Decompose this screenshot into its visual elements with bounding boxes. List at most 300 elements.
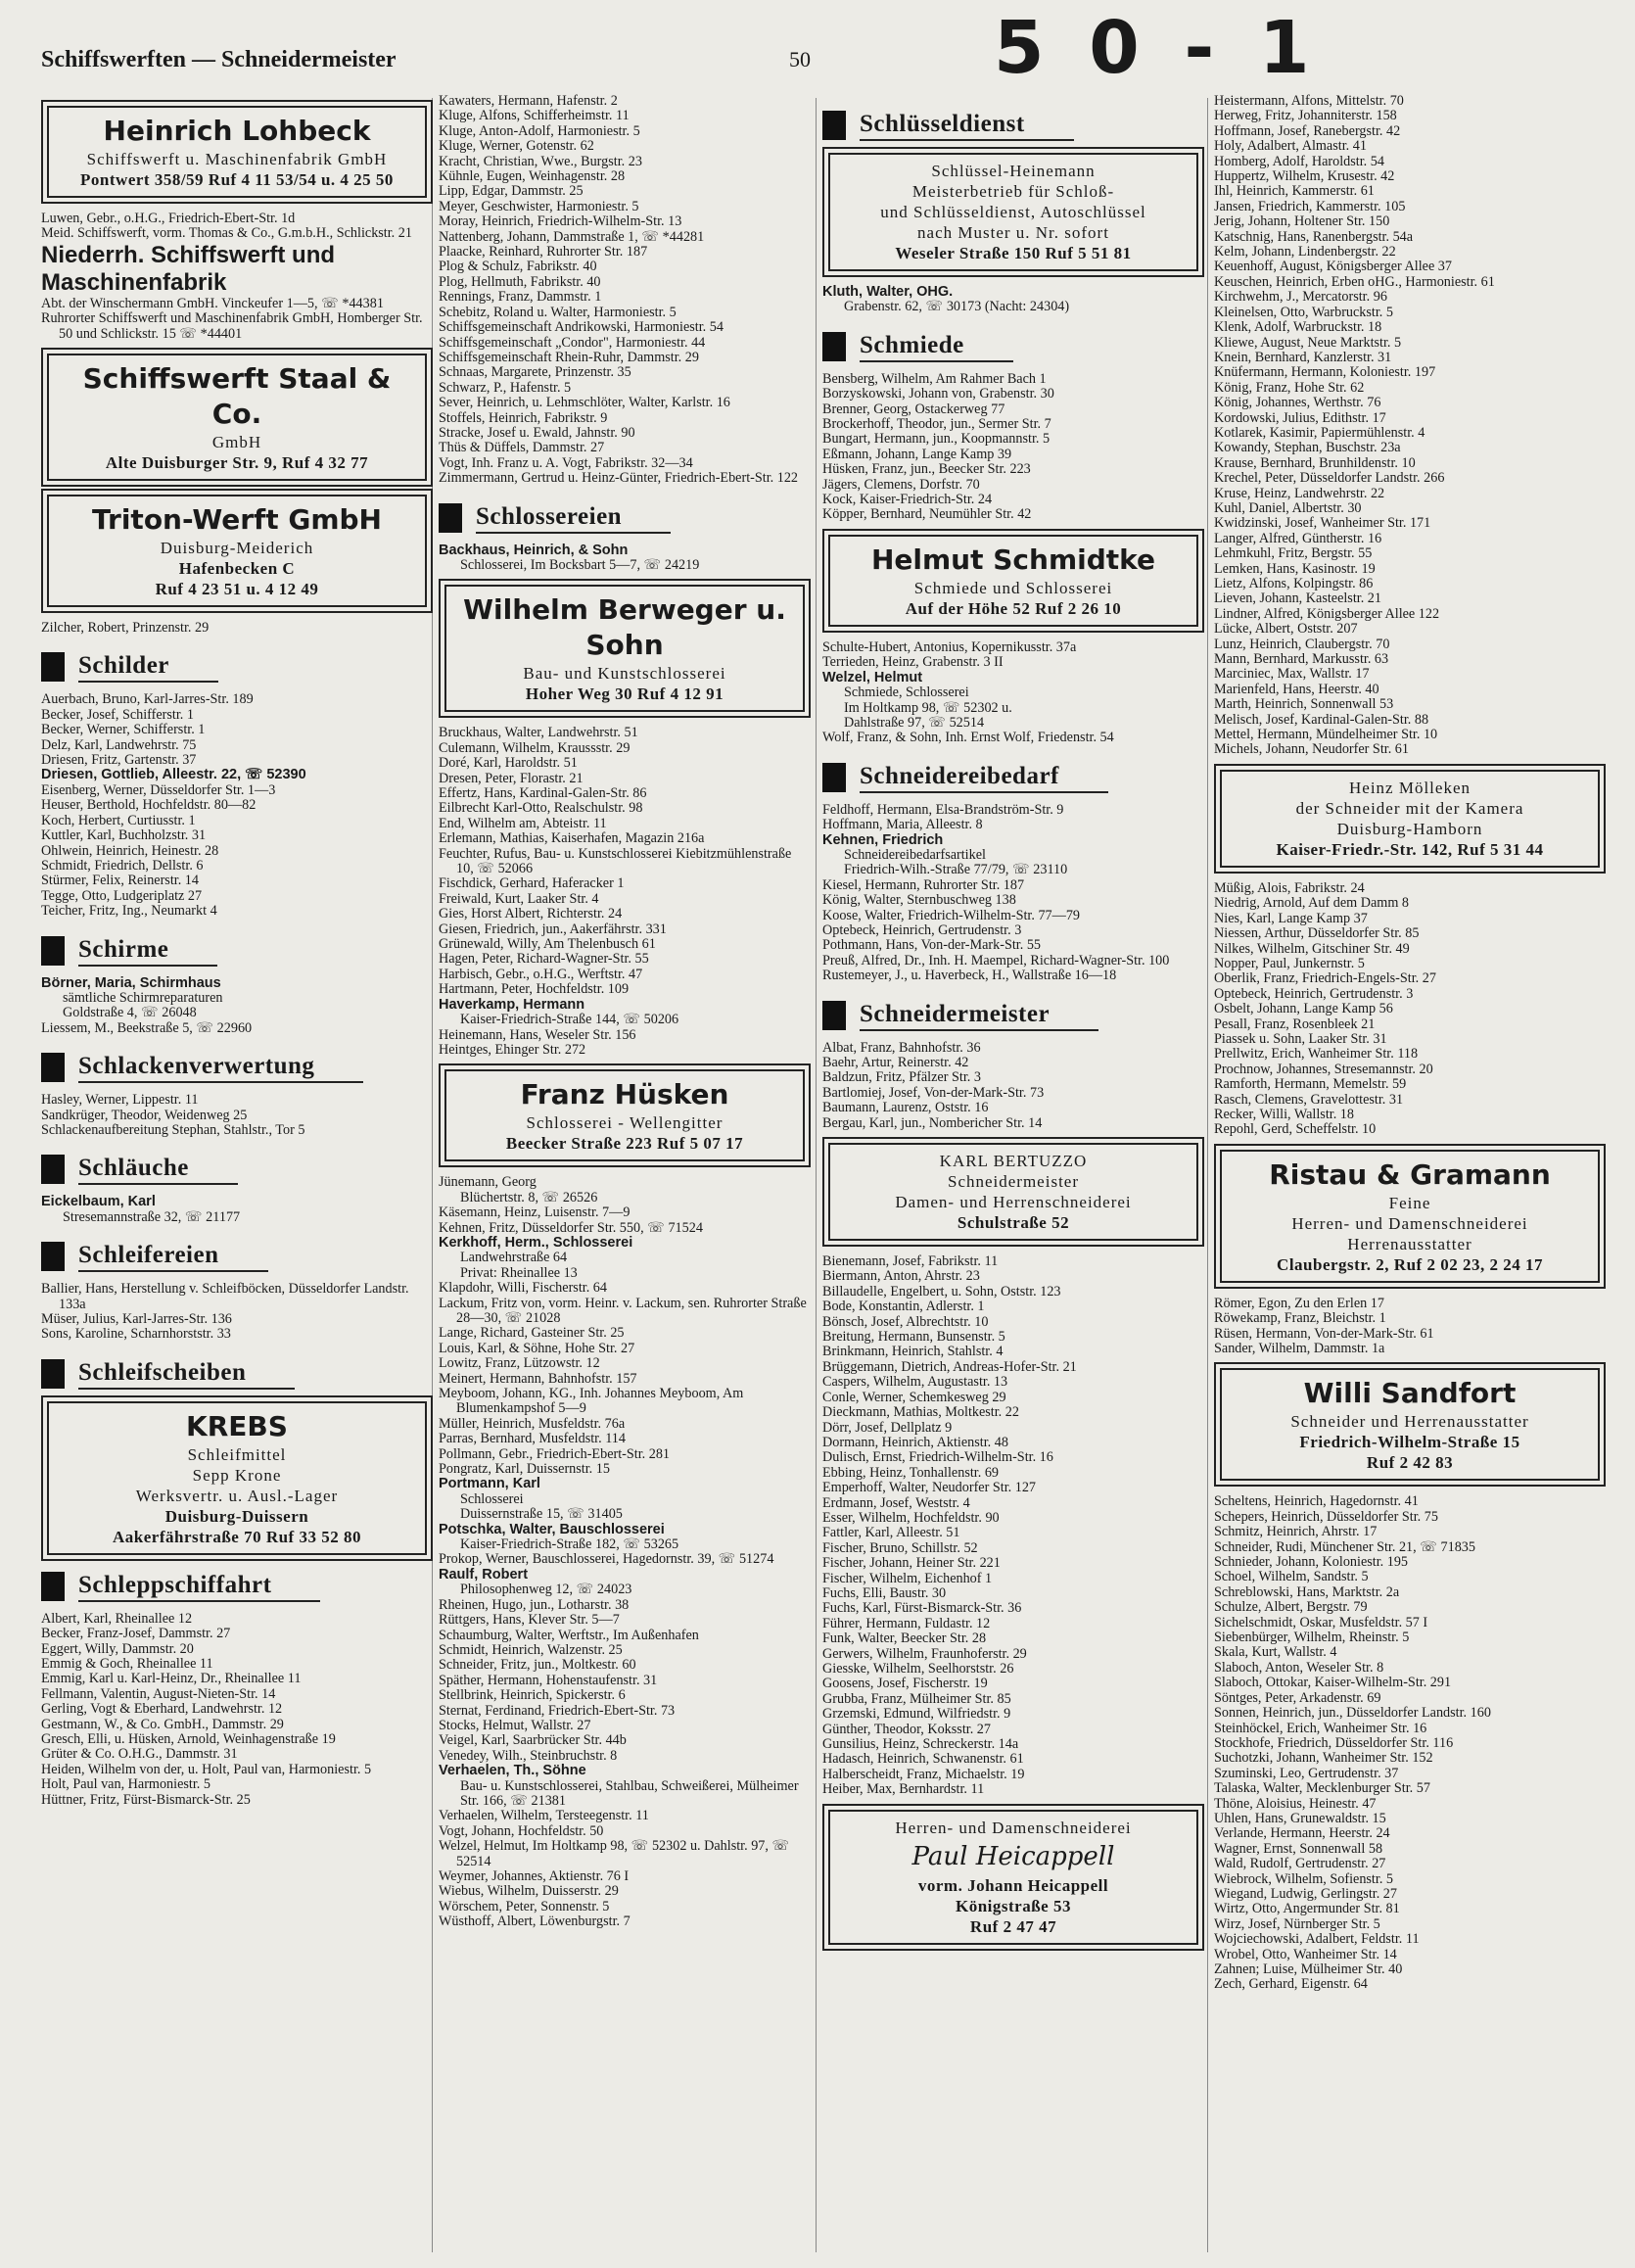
directory-entry: Rüttgers, Hans, Klever Str. 5—7 bbox=[439, 1612, 620, 1629]
directory-entry: Repohl, Gerd, Scheffelstr. 10 bbox=[1214, 1121, 1377, 1138]
directory-entry: Röwekamp, Franz, Bleichstr. 1 bbox=[1214, 1310, 1386, 1327]
directory-entry: Moray, Heinrich, Friedrich-Wilhelm-Str. 13 bbox=[439, 213, 682, 230]
directory-entry: Schiffsgemeinschaft Andrikowski, Harmoniestr. 54 bbox=[439, 319, 724, 336]
directory-entry: Brinkmann, Heinrich, Stahlstr. 4 bbox=[822, 1344, 1004, 1360]
entry-detail: sämtliche Schirmreparaturen bbox=[63, 989, 223, 1006]
directory-entry: Mettel, Hermann, Mündelheimer Str. 10 bbox=[1214, 727, 1438, 743]
ad-text-line: Herren- und Damenschneiderei bbox=[895, 1818, 1132, 1837]
directory-entry: Brockerhoff, Theodor, jun., Sermer Str. 7 bbox=[822, 416, 1051, 433]
directory-entry: Gerwers, Wilhelm, Fraunhoferstr. 29 bbox=[822, 1645, 1027, 1662]
entry-detail: Landwehrstraße 64 bbox=[460, 1250, 568, 1266]
directory-entry: Baumann, Laurenz, Oststr. 16 bbox=[822, 1100, 989, 1116]
directory-entry: Krause, Bernhard, Brunhildenstr. 10 bbox=[1214, 454, 1416, 471]
directory-entry: Emperhoff, Walter, Neudorfer Str. 127 bbox=[822, 1480, 1037, 1496]
directory-entry-bold: Kehnen, Friedrich bbox=[822, 831, 944, 848]
directory-entry: Hasley, Werner, Lippestr. 11 bbox=[41, 1092, 199, 1109]
directory-entry: Sons, Karoline, Scharnhorststr. 33 bbox=[41, 1326, 231, 1343]
section-marker bbox=[439, 503, 462, 533]
directory-entry: Schreblowski, Hans, Marktstr. 2a bbox=[1214, 1583, 1400, 1600]
directory-entry: Lindner, Alfred, Königsberger Allee 122 bbox=[1214, 605, 1440, 622]
column-divider bbox=[1207, 98, 1208, 2252]
directory-entry: Rheinen, Hugo, jun., Lotharstr. 38 bbox=[439, 1596, 630, 1613]
directory-entry: Slaboch, Anton, Weseler Str. 8 bbox=[1214, 1659, 1384, 1676]
directory-entry: Hüttner, Fritz, Fürst-Bismarck-Str. 25 bbox=[41, 1791, 251, 1808]
section-marker bbox=[41, 652, 65, 682]
directory-entry: Mann, Bernhard, Markusstr. 63 bbox=[1214, 651, 1389, 668]
directory-entry: Nilkes, Wilhelm, Gitschiner Str. 49 bbox=[1214, 940, 1410, 957]
ad-text-line: Meisterbetrieb für Schloß- bbox=[911, 182, 1115, 201]
entry-detail: Schlosserei, Im Bocksbart 5—7, ☏ 24219 bbox=[460, 556, 700, 573]
directory-entry: Uhlen, Hans, Grunewaldstr. 15 bbox=[1214, 1810, 1386, 1826]
directory-entry: Stellbrink, Heinrich, Spickerstr. 6 bbox=[439, 1687, 626, 1704]
ad-contact-line: Beecker Straße 223 Ruf 5 07 17 bbox=[505, 1134, 744, 1154]
directory-entry-bold: Börner, Maria, Schirmhaus bbox=[41, 974, 221, 991]
directory-entry: Rüsen, Hermann, Von-der-Mark-Str. 61 bbox=[1214, 1325, 1434, 1342]
directory-entry: Schiffsgemeinschaft „Condor", Harmoniestr. 44 bbox=[439, 334, 706, 351]
directory-column-3 bbox=[822, 94, 1204, 2258]
directory-entry: Plog & Schulz, Fabrikstr. 40 bbox=[439, 259, 597, 275]
directory-entry: Lowitz, Franz, Lützowstr. 12 bbox=[439, 1355, 600, 1372]
directory-entry: Fischer, Wilhelm, Eichenhof 1 bbox=[822, 1570, 993, 1586]
ad-contact-line: Weseler Straße 150 Ruf 5 51 81 bbox=[895, 244, 1132, 262]
directory-entry-bold: Portmann, Karl bbox=[439, 1476, 540, 1492]
entry-detail: Goldstraße 4, ☏ 26048 bbox=[63, 1005, 197, 1021]
section-marker bbox=[822, 332, 846, 361]
directory-entry: Schnieder, Johann, Koloniestr. 195 bbox=[1214, 1554, 1409, 1571]
directory-entry: Feuchter, Rufus, Bau- u. Kunstschlosserei Kiebitzmühlenstraße 10, ☏ 52066 bbox=[439, 845, 792, 877]
section-heading bbox=[822, 331, 1204, 362]
section-title: Schläuche bbox=[78, 1154, 238, 1185]
directory-entry: Billaudelle, Engelbert, u. Sohn, Oststr. 123 bbox=[822, 1283, 1061, 1299]
directory-entry: Hagen, Peter, Richard-Wagner-Str. 55 bbox=[439, 951, 649, 968]
section-heading bbox=[41, 1154, 433, 1185]
directory-entry: Sichelschmidt, Oskar, Musfeldstr. 57 I bbox=[1214, 1614, 1428, 1630]
ad-text-line: Schmiede und Schlosserei bbox=[913, 578, 1113, 597]
directory-entry: Zimmermann, Gertrud u. Heinz-Günter, Friedrich-Ebert-Str. 122 bbox=[439, 470, 799, 487]
directory-entry: Eggert, Willy, Dammstr. 20 bbox=[41, 1640, 194, 1657]
directory-entry: Dieckmann, Mathias, Moltkestr. 22 bbox=[822, 1404, 1019, 1421]
directory-entry: Giesske, Wilhelm, Seelhorststr. 26 bbox=[822, 1661, 1014, 1677]
directory-entry: Pesall, Franz, Rosenbleek 21 bbox=[1214, 1016, 1376, 1032]
directory-entry: Kleinelsen, Otto, Warbruckstr. 5 bbox=[1214, 304, 1393, 320]
advertisement-box bbox=[444, 1069, 805, 1161]
directory-entry-bold: Kerkhoff, Herm., Schlosserei bbox=[439, 1234, 633, 1251]
advertisement-box bbox=[828, 535, 1198, 627]
ad-contact-line: Ruf 2 42 83 bbox=[1366, 1453, 1454, 1473]
directory-entry: Luwen, Gebr., o.H.G., Friedrich-Ebert-Str. 1d bbox=[41, 211, 296, 226]
advertiser-name: Triton-Werft GmbH bbox=[92, 503, 382, 537]
entry-detail: Schneidereibedarfsartikel bbox=[844, 846, 986, 863]
advertisement-box bbox=[47, 495, 427, 607]
directory-entry: Römer, Egon, Zu den Erlen 17 bbox=[1214, 1295, 1384, 1311]
directory-entry: Jansen, Friedrich, Kammerstr. 105 bbox=[1214, 198, 1406, 214]
directory-entry: Stocks, Helmut, Wallstr. 27 bbox=[439, 1717, 591, 1733]
entry-detail: Kaiser-Friedrich-Straße 182, ☏ 53265 bbox=[460, 1536, 679, 1553]
directory-entry: Fellmann, Valentin, August-Nieten-Str. 14 bbox=[41, 1685, 276, 1702]
directory-entry: Zahnen; Luise, Mülheimer Str. 40 bbox=[1214, 1961, 1403, 1977]
directory-entry: Söntges, Peter, Arkadenstr. 69 bbox=[1214, 1689, 1381, 1706]
directory-entry-bold: Backhaus, Heinrich, & Sohn bbox=[439, 542, 629, 558]
directory-entry: Lange, Richard, Gasteiner Str. 25 bbox=[439, 1325, 625, 1342]
directory-entry: Hüsken, Franz, jun., Beecker Str. 223 bbox=[822, 461, 1031, 478]
directory-entry: Zilcher, Robert, Prinzenstr. 29 bbox=[41, 620, 210, 637]
directory-entry: Rennings, Franz, Dammstr. 1 bbox=[439, 289, 602, 306]
ad-text-line: Heinz Mölleken bbox=[1349, 778, 1471, 797]
directory-column-4 bbox=[1214, 94, 1606, 2258]
directory-entry: Niessen, Arthur, Düsseldorfer Str. 85 bbox=[1214, 925, 1420, 942]
directory-entry: Breitung, Hermann, Bunsenstr. 5 bbox=[822, 1329, 1005, 1346]
directory-entry: Hadasch, Heinrich, Schwanenstr. 61 bbox=[822, 1751, 1024, 1768]
directory-entry: Grubba, Franz, Mülheimer Str. 85 bbox=[822, 1690, 1011, 1707]
ad-signature: Paul Heicappell bbox=[911, 1841, 1115, 1871]
directory-entry: Prochnow, Johannes, Stresemannstr. 20 bbox=[1214, 1061, 1433, 1077]
ad-text-line: Schneidermeister bbox=[947, 1172, 1079, 1192]
directory-entry: Emmig & Goch, Rheinallee 11 bbox=[41, 1656, 213, 1673]
directory-entry: Sonnen, Heinrich, jun., Düsseldorfer Landstr. 160 bbox=[1214, 1705, 1491, 1722]
directory-entry: Schnaas, Margarete, Prinzenstr. 35 bbox=[439, 364, 631, 381]
directory-entry-bold: Driesen, Gottlieb, Alleestr. 22, ☏ 52390 bbox=[41, 767, 306, 783]
ad-contact-line: Kaiser-Friedr.-Str. 142, Ruf 5 31 44 bbox=[1276, 839, 1544, 859]
page-number: 50 bbox=[789, 47, 811, 71]
section-marker bbox=[41, 1242, 65, 1271]
directory-entry: Koch, Herbert, Curtiusstr. 1 bbox=[41, 812, 196, 828]
directory-entry: Grünewald, Willy, Am Thelenbusch 61 bbox=[439, 936, 656, 953]
directory-entry: Vogt, Inh. Franz u. A. Vogt, Fabrikstr. 32—34 bbox=[439, 454, 693, 471]
directory-entry: Bienemann, Josef, Fabrikstr. 11 bbox=[822, 1253, 999, 1270]
directory-entry: Erdmann, Josef, Weststr. 4 bbox=[822, 1494, 970, 1511]
directory-entry: Fischer, Johann, Heiner Str. 221 bbox=[822, 1555, 1001, 1572]
directory-entry: Dormann, Heinrich, Aktienstr. 48 bbox=[822, 1434, 1008, 1450]
section-title: Schilder bbox=[78, 651, 218, 683]
ad-text-line: der Schneider mit der Kamera bbox=[1295, 798, 1524, 818]
directory-entry: Verhaelen, Wilhelm, Tersteegenstr. 11 bbox=[439, 1808, 649, 1824]
directory-entry: Heiber, Max, Bernhardstr. 11 bbox=[822, 1781, 985, 1798]
ad-text-line: Schiffswerft u. Maschinenfabrik GmbH bbox=[86, 150, 388, 168]
directory-entry: Kluge, Alfons, Schifferheimstr. 11 bbox=[439, 108, 630, 124]
section-marker bbox=[41, 1155, 65, 1184]
directory-entry: Jünemann, Georg bbox=[439, 1174, 537, 1191]
directory-entry: Käsemann, Heinz, Luisenstr. 7—9 bbox=[439, 1205, 631, 1221]
directory-entry: Liessem, M., Beekstraße 5, ☏ 22960 bbox=[41, 1019, 253, 1036]
directory-entry: Holt, Paul van, Harmoniestr. 5 bbox=[41, 1776, 210, 1793]
section-heading bbox=[41, 1241, 433, 1272]
directory-entry: Albert, Karl, Rheinallee 12 bbox=[41, 1610, 193, 1627]
ad-contact-line: Schulstraße 52 bbox=[957, 1213, 1070, 1233]
directory-entry: Halberscheidt, Franz, Michaelstr. 19 bbox=[822, 1766, 1025, 1782]
directory-entry: Späther, Hermann, Hohenstaufenstr. 31 bbox=[439, 1672, 658, 1688]
directory-entry: Welzel, Helmut, Im Holtkamp 98, ☏ 52302 u. Dahlstr. 97, ☏ 52514 bbox=[439, 1838, 790, 1869]
directory-entry: Doré, Karl, Haroldstr. 51 bbox=[439, 755, 578, 772]
directory-entry: Sander, Wilhelm, Dammstr. 1a bbox=[1214, 1341, 1385, 1356]
ad-text-line: KARL BERTUZZO bbox=[939, 1152, 1088, 1171]
directory-entry: Kuhl, Daniel, Albertstr. 30 bbox=[1214, 499, 1362, 516]
phone-district-number: 5 0 - 1 bbox=[994, 6, 1320, 90]
directory-entry: Bartlomiej, Josef, Von-der-Mark-Str. 73 bbox=[822, 1084, 1045, 1101]
directory-entry: Katschnig, Hans, Ranenbergstr. 54a bbox=[1214, 228, 1414, 245]
directory-entry: Schneider, Rudi, Münchener Str. 21, ☏ 71835 bbox=[1214, 1538, 1475, 1555]
directory-entry: Kluge, Werner, Gotenstr. 62 bbox=[439, 138, 594, 155]
directory-entry-bold: Verhaelen, Th., Söhne bbox=[439, 1763, 586, 1779]
directory-entry: Emmig, Karl u. Karl-Heinz, Dr., Rheinallee 11 bbox=[41, 1671, 302, 1687]
directory-entry: Thöne, Aloisius, Heinestr. 47 bbox=[1214, 1795, 1377, 1812]
directory-entry: Optebeck, Heinrich, Gertrudenstr. 3 bbox=[822, 921, 1022, 938]
advertisement-box bbox=[47, 106, 427, 198]
directory-entry: Kracht, Christian, Wwe., Burgstr. 23 bbox=[439, 153, 642, 169]
directory-entry: Szuminski, Leo, Gertrudenstr. 37 bbox=[1214, 1765, 1399, 1781]
directory-entry-bold: Potschka, Walter, Bauschlosserei bbox=[439, 1521, 665, 1537]
directory-entry: Lackum, Fritz von, vorm. Heinr. v. Lackum, sen. Ruhrorter Straße 28—30, ☏ 21028 bbox=[439, 1295, 807, 1326]
directory-entry: Harbisch, Gebr., o.H.G., Werftstr. 47 bbox=[439, 966, 643, 982]
ad-text-line: Feine bbox=[1388, 1193, 1431, 1212]
advertisement-box bbox=[1220, 770, 1600, 868]
directory-entry: Louis, Karl, & Söhne, Hohe Str. 27 bbox=[439, 1340, 635, 1356]
entry-detail: Bau- u. Kunstschlosserei, Stahlbau, Schweißerei, Mülheimer Str. 166, ☏ 21381 bbox=[460, 1777, 799, 1809]
directory-entry: Schebitz, Roland u. Walter, Harmoniestr. 5 bbox=[439, 304, 677, 320]
directory-entry: Günther, Theodor, Koksstr. 27 bbox=[822, 1721, 991, 1737]
directory-entry: Nattenberg, Johann, Dammstraße 1, ☏ *44281 bbox=[439, 228, 705, 245]
section-marker bbox=[822, 763, 846, 792]
directory-entry: Effertz, Hans, Kardinal-Galen-Str. 86 bbox=[439, 785, 647, 801]
directory-entry-bold: Welzel, Helmut bbox=[822, 669, 923, 685]
directory-entry: Müßig, Alois, Fabrikstr. 24 bbox=[1214, 879, 1365, 896]
ad-text-line: Herrenausstatter bbox=[1347, 1234, 1472, 1253]
directory-entry: Ebbing, Heinz, Tonhallenstr. 69 bbox=[822, 1464, 1000, 1481]
directory-entry: Lunz, Heinrich, Claubergstr. 70 bbox=[1214, 636, 1390, 652]
directory-entry: Wirtz, Otto, Angermunder Str. 81 bbox=[1214, 1901, 1400, 1917]
section-heading bbox=[822, 1000, 1204, 1031]
directory-entry: Bensberg, Wilhelm, Am Rahmer Bach 1 bbox=[822, 370, 1047, 387]
directory-entry: Meyer, Geschwister, Harmoniestr. 5 bbox=[439, 198, 639, 214]
directory-entry: Grüter & Co. O.H.G., Dammstr. 31 bbox=[41, 1746, 238, 1763]
ad-text-line: Schleifmittel bbox=[187, 1444, 287, 1464]
directory-entry: Funk, Walter, Beecker Str. 28 bbox=[822, 1630, 987, 1647]
entry-detail: Privat: Rheinallee 13 bbox=[460, 1264, 578, 1281]
directory-entry: Scheltens, Heinrich, Hagedornstr. 41 bbox=[1214, 1493, 1419, 1510]
directory-entry: Stoffels, Heinrich, Fabrikstr. 9 bbox=[439, 409, 608, 426]
ad-contact-line: Hafenbecken C bbox=[178, 559, 296, 579]
directory-entry: Fischdick, Gerhard, Haferacker 1 bbox=[439, 875, 625, 892]
directory-entry: Dresen, Peter, Florastr. 21 bbox=[439, 770, 584, 786]
directory-entry: Heintges, Ehinger Str. 272 bbox=[439, 1041, 586, 1058]
directory-entry: Schaumburg, Walter, Werftstr., Im Außenhafen bbox=[439, 1627, 699, 1643]
directory-entry: Knein, Bernhard, Kanzlerstr. 31 bbox=[1214, 349, 1392, 365]
directory-entry: Lemken, Hans, Kasinostr. 19 bbox=[1214, 560, 1376, 577]
directory-entry: Müller, Heinrich, Musfeldstr. 76a bbox=[439, 1415, 626, 1432]
directory-entry: Ruhrorter Schiffswerft und Maschinenfabrik GmbH, Homberger Str. 50 und Schlickstr. 15 ☏ *44401 bbox=[41, 310, 423, 342]
entry-detail: Dahlstraße 97, ☏ 52514 bbox=[844, 714, 985, 731]
ad-text-line: Schneider und Herrenausstatter bbox=[1290, 1412, 1529, 1432]
directory-entry-bold: Kluth, Walter, OHG. bbox=[822, 284, 954, 300]
directory-entry: Tegge, Otto, Ludgeriplatz 27 bbox=[41, 887, 203, 904]
directory-entry: Fuchs, Karl, Fürst-Bismarck-Str. 36 bbox=[822, 1600, 1022, 1617]
directory-entry: Giesen, Friedrich, jun., Aakerfährstr. 331 bbox=[439, 921, 667, 937]
directory-entry: Jerig, Johann, Holtener Str. 150 bbox=[1214, 213, 1390, 230]
directory-entry: Plaacke, Reinhard, Ruhrorter Str. 187 bbox=[439, 244, 648, 260]
directory-entry: Rustemeyer, J., u. Haverbeck, H., Wallstraße 16—18 bbox=[822, 968, 1117, 984]
advertisement-box bbox=[47, 354, 427, 481]
directory-entry: Kluge, Anton-Adolf, Harmoniestr. 5 bbox=[439, 122, 640, 139]
directory-entry: Terrieden, Heinz, Grabenstr. 3 II bbox=[822, 654, 1004, 671]
directory-entry: Köpper, Bernhard, Neumühler Str. 42 bbox=[822, 506, 1032, 523]
directory-entry: Wrobel, Otto, Wanheimer Str. 14 bbox=[1214, 1946, 1397, 1962]
directory-entry: Stürmer, Felix, Reinerstr. 14 bbox=[41, 873, 199, 889]
directory-entry: Goosens, Josef, Fischerstr. 19 bbox=[822, 1676, 988, 1692]
directory-entry: Borzyskowski, Johann von, Grabenstr. 30 bbox=[822, 386, 1054, 402]
directory-entry: Teicher, Fritz, Ing., Neumarkt 4 bbox=[41, 903, 217, 920]
column-divider bbox=[816, 98, 817, 2252]
directory-entry: Koose, Walter, Friedrich-Wilhelm-Str. 77—79 bbox=[822, 907, 1081, 923]
ad-contact-line: Aakerfährstraße 70 Ruf 33 52 80 bbox=[113, 1527, 361, 1546]
entry-detail: Friedrich-Wilh.-Straße 77/79, ☏ 23110 bbox=[844, 862, 1068, 878]
ad-text-line: nach Muster u. Nr. sofort bbox=[917, 223, 1109, 242]
directory-entry: Recker, Willi, Wallstr. 18 bbox=[1214, 1106, 1354, 1122]
directory-entry: Thüs & Düffels, Dammstr. 27 bbox=[439, 440, 605, 456]
directory-entry: Ihl, Heinrich, Kammerstr. 61 bbox=[1214, 183, 1375, 200]
directory-entry: Kruse, Heinz, Landwehrstr. 22 bbox=[1214, 485, 1385, 501]
entry-detail: Blüchertstr. 8, ☏ 26526 bbox=[460, 1189, 598, 1205]
directory-entry-bold: Raulf, Robert bbox=[439, 1566, 529, 1583]
directory-entry: Klenk, Adolf, Warbruckstr. 18 bbox=[1214, 319, 1382, 336]
directory-entry: Lücke, Albert, Oststr. 207 bbox=[1214, 621, 1358, 638]
directory-entry: Kawaters, Hermann, Hafenstr. 2 bbox=[439, 94, 618, 109]
directory-entry: Meid. Schiffswerft, vorm. Thomas & Co., G.m.b.H., Schlickstr. 21 bbox=[41, 225, 412, 242]
directory-entry: Heistermann, Alfons, Mittelstr. 70 bbox=[1214, 94, 1404, 109]
ad-contact-line: Pontwert 358/59 Ruf 4 11 53/54 u. 4 25 50 bbox=[80, 170, 394, 189]
section-heading bbox=[41, 1052, 433, 1083]
directory-entry: König, Walter, Sternbuschweg 138 bbox=[822, 892, 1016, 909]
directory-entry: Ohlwein, Heinrich, Heinestr. 28 bbox=[41, 842, 219, 859]
directory-entry: Erlemann, Mathias, Kaiserhafen, Magazin 216a bbox=[439, 830, 705, 847]
ad-contact-line: Alte Duisburger Str. 9, Ruf 4 32 77 bbox=[105, 453, 369, 473]
directory-entry: Venedey, Wilh., Steinbruchstr. 8 bbox=[439, 1747, 618, 1764]
directory-entry: Keuenhoff, August, Königsberger Allee 37 bbox=[1214, 259, 1452, 275]
advertisement-box bbox=[828, 153, 1198, 271]
entry-detail: Im Holtkamp 98, ☏ 52302 u. bbox=[844, 699, 1012, 716]
directory-entry: Kehnen, Fritz, Düsseldorfer Str. 550, ☏ 71524 bbox=[439, 1219, 703, 1236]
directory-entry: Caspers, Wilhelm, Augustastr. 13 bbox=[822, 1374, 1008, 1391]
directory-entry: Baldzun, Fritz, Pfälzer Str. 3 bbox=[822, 1069, 981, 1086]
section-title: Schlossereien bbox=[476, 502, 671, 534]
directory-entry: Wiebus, Wilhelm, Duisserstr. 29 bbox=[439, 1883, 619, 1900]
directory-entry: Becker, Josef, Schifferstr. 1 bbox=[41, 706, 194, 723]
directory-entry: Kuttler, Karl, Buchholzstr. 31 bbox=[41, 827, 207, 844]
directory-entry-bold: Eickelbaum, Karl bbox=[41, 1194, 156, 1210]
advertisement-box bbox=[1220, 1368, 1600, 1481]
section-title: Schleifscheiben bbox=[78, 1358, 295, 1390]
company-heading: Niederrh. Schiffswerft und Maschinenfabrik bbox=[41, 241, 336, 296]
directory-entry: Schulze, Albert, Bergstr. 79 bbox=[1214, 1599, 1368, 1616]
ad-contact-line: vorm. Johann Heicappell bbox=[917, 1875, 1109, 1895]
directory-entry: Klapdohr, Willi, Fischerstr. 64 bbox=[439, 1280, 607, 1297]
directory-entry: Weymer, Johannes, Aktienstr. 76 I bbox=[439, 1868, 630, 1884]
entry-detail: Philosophenweg 12, ☏ 24023 bbox=[460, 1582, 632, 1598]
directory-entry: Langer, Alfred, Güntherstr. 16 bbox=[1214, 530, 1382, 546]
directory-entry: Veigel, Karl, Saarbrücker Str. 44b bbox=[439, 1732, 627, 1749]
directory-entry: Marth, Heinrich, Sonnenwall 53 bbox=[1214, 696, 1394, 713]
directory-entry: Bergau, Karl, jun., Nombericher Str. 14 bbox=[822, 1114, 1043, 1131]
directory-entry: Slaboch, Ottokar, Kaiser-Wilhelm-Str. 291 bbox=[1214, 1675, 1452, 1691]
directory-entry: Schneider, Fritz, jun., Moltkestr. 60 bbox=[439, 1657, 636, 1674]
section-title: Schleppschiffahrt bbox=[78, 1571, 320, 1602]
advertisement-box bbox=[1220, 1150, 1600, 1283]
directory-entry: Verlande, Hermann, Heerstr. 24 bbox=[1214, 1825, 1390, 1842]
directory-entry: Optebeck, Heinrich, Gertrudenstr. 3 bbox=[1214, 985, 1414, 1002]
directory-entry: Kwidzinski, Josef, Wanheimer Str. 171 bbox=[1214, 515, 1431, 532]
section-heading bbox=[41, 1358, 433, 1390]
directory-entry: Keuschen, Heinrich, Erben oHG., Harmoniestr. 61 bbox=[1214, 273, 1495, 290]
directory-entry: Eßmann, Johann, Lange Kamp 39 bbox=[822, 446, 1012, 462]
directory-entry: Plog, Hellmuth, Fabrikstr. 40 bbox=[439, 273, 601, 290]
entry-detail: Schlosserei bbox=[460, 1490, 524, 1507]
directory-entry: Ramforth, Hermann, Memelstr. 59 bbox=[1214, 1076, 1407, 1093]
ad-text-line: Duisburg-Meiderich bbox=[160, 539, 314, 558]
directory-entry: Schlackenaufbereitung Stephan, Stahlstr., Tor 5 bbox=[41, 1121, 305, 1138]
directory-entry: Eilbrecht Karl-Otto, Realschulstr. 98 bbox=[439, 800, 643, 817]
directory-entry: Wiebrock, Wilhelm, Sofienstr. 5 bbox=[1214, 1870, 1394, 1887]
directory-entry: Marciniec, Max, Wallstr. 17 bbox=[1214, 666, 1370, 683]
directory-entry: Nopper, Paul, Junkernstr. 5 bbox=[1214, 955, 1365, 971]
directory-entry: Wörschem, Peter, Sonnenstr. 5 bbox=[439, 1898, 610, 1914]
section-marker bbox=[41, 1359, 65, 1389]
ad-contact-line: Duisburg-Duissern bbox=[164, 1506, 309, 1526]
entry-detail: Schmiede, Schlosserei bbox=[844, 685, 969, 701]
ad-text-line: GmbH bbox=[211, 433, 262, 452]
entry-detail: Kaiser-Friedrich-Straße 144, ☏ 50206 bbox=[460, 1012, 679, 1028]
directory-entry: Melisch, Josef, Kardinal-Galen-Str. 88 bbox=[1214, 711, 1429, 728]
directory-entry: Gresch, Elli, u. Hüsken, Arnold, Weinhagenstraße 19 bbox=[41, 1731, 336, 1748]
directory-entry: Becker, Werner, Schifferstr. 1 bbox=[41, 722, 206, 738]
section-title: Schirme bbox=[78, 935, 217, 967]
directory-entry: Albat, Franz, Bahnhofstr. 36 bbox=[822, 1039, 981, 1056]
directory-entry: Prellwitz, Erich, Wanheimer Str. 118 bbox=[1214, 1046, 1419, 1063]
directory-entry: Eisenberg, Werner, Düsseldorfer Str. 1—3 bbox=[41, 781, 276, 798]
section-heading bbox=[41, 1571, 433, 1602]
directory-entry: Nies, Karl, Lange Kamp 37 bbox=[1214, 910, 1368, 926]
directory-entry: Bruckhaus, Walter, Landwehrstr. 51 bbox=[439, 725, 638, 741]
directory-entry: Bönsch, Josef, Albrechtstr. 10 bbox=[822, 1313, 989, 1330]
ad-contact-line: Königstraße 53 bbox=[956, 1896, 1071, 1915]
directory-entry: Culemann, Wilhelm, Kraussstr. 29 bbox=[439, 739, 631, 756]
directory-entry: Bungart, Hermann, jun., Koopmannstr. 5 bbox=[822, 431, 1051, 448]
directory-entry: Sternat, Ferdinand, Friedrich-Ebert-Str. 73 bbox=[439, 1702, 676, 1719]
directory-entry: Rasch, Clemens, Gravelottestr. 31 bbox=[1214, 1091, 1404, 1108]
directory-entry: Michels, Johann, Neudorfer Str. 61 bbox=[1214, 741, 1409, 758]
directory-entry: Skala, Kurt, Wallstr. 4 bbox=[1214, 1644, 1337, 1661]
section-marker bbox=[822, 111, 846, 140]
directory-entry: Kliewe, August, Neue Marktstr. 5 bbox=[1214, 334, 1402, 351]
directory-entry: Driesen, Fritz, Gartenstr. 37 bbox=[41, 752, 197, 769]
directory-entry: Wüsthoff, Albert, Löwenburgstr. 7 bbox=[439, 1914, 631, 1930]
ad-contact-line: Hoher Weg 30 Ruf 4 12 91 bbox=[525, 685, 724, 704]
directory-entry: Fuchs, Elli, Baustr. 30 bbox=[822, 1584, 947, 1601]
directory-entry: Heuser, Berthold, Hochfeldstr. 80—82 bbox=[41, 797, 257, 814]
advertisement-box bbox=[444, 585, 805, 712]
directory-entry: Kordowski, Julius, Edithstr. 17 bbox=[1214, 409, 1386, 426]
directory-entry: Pollmann, Gebr., Friedrich-Ebert-Str. 281 bbox=[439, 1445, 671, 1462]
section-title: Schlüsseldienst bbox=[860, 110, 1074, 141]
directory-entry: Gies, Horst Albert, Richterstr. 24 bbox=[439, 906, 623, 922]
section-title: Schmiede bbox=[860, 331, 1013, 362]
section-heading bbox=[822, 110, 1204, 141]
directory-entry: Brenner, Georg, Ostackerweg 77 bbox=[822, 401, 1005, 417]
section-marker bbox=[41, 936, 65, 966]
directory-entry: Schoel, Wilhelm, Sandstr. 5 bbox=[1214, 1569, 1369, 1585]
directory-column-1 bbox=[41, 94, 433, 2258]
advertisement-box bbox=[828, 1810, 1198, 1945]
ad-text-line: Bau- und Kunstschlosserei bbox=[523, 664, 726, 684]
directory-entry: Steinhöckel, Erich, Wanheimer Str. 16 bbox=[1214, 1720, 1427, 1736]
directory-entry: Wald, Rudolf, Gertrudenstr. 27 bbox=[1214, 1856, 1386, 1872]
